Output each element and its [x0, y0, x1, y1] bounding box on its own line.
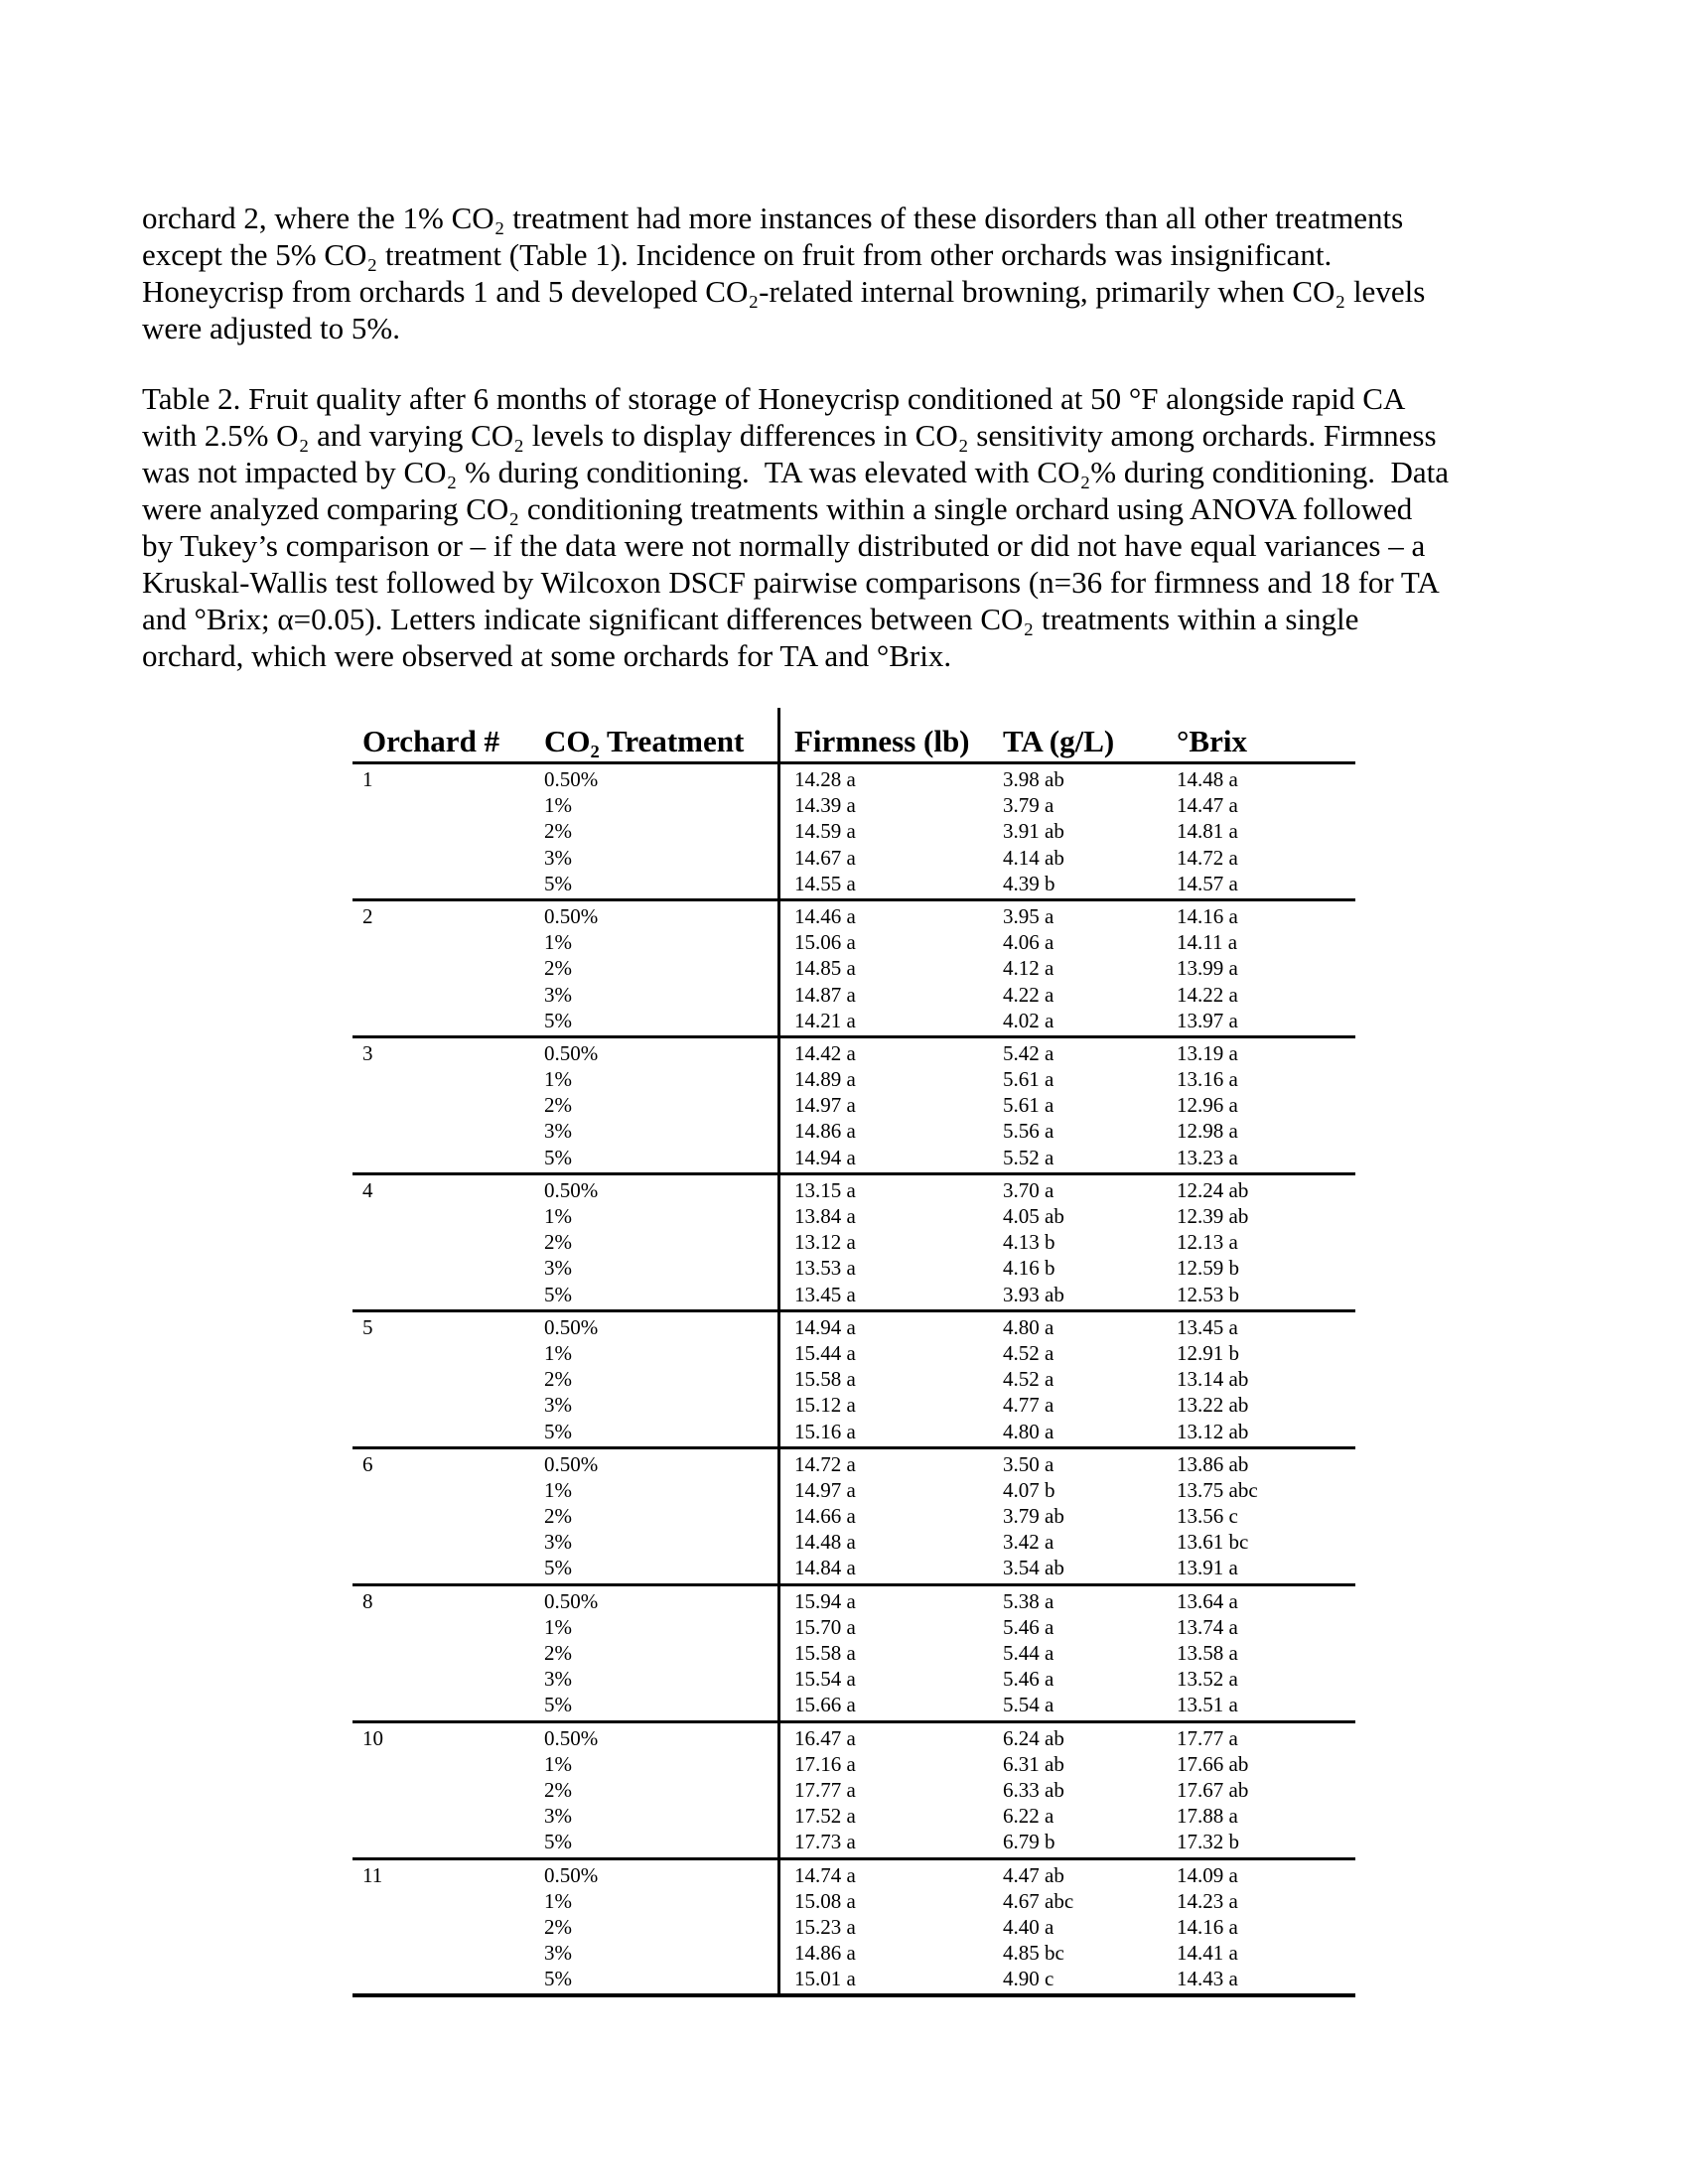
brix-cell: 12.24 ab	[1177, 1177, 1249, 1202]
ta-cell: 5.56 a	[1003, 1119, 1055, 1144]
ta-cell: 3.79 a	[1003, 793, 1055, 818]
firmness-cell: 14.66 a	[794, 1504, 856, 1529]
co2-treatment-cell: 3%	[544, 1393, 572, 1418]
co2-treatment-cell: 0.50%	[544, 767, 599, 791]
co2-treatment-cell: 2%	[544, 956, 572, 981]
ta-cell: 5.44 a	[1003, 1641, 1055, 1665]
table-row	[352, 818, 1355, 844]
firmness-cell: 14.59 a	[794, 819, 856, 844]
co2-treatment-cell: 3%	[544, 1804, 572, 1829]
orchard-number: 8	[362, 1588, 373, 1613]
paragraph-line: Kruskal-Wallis test followed by Wilcoxon DSCF pairwise comparisons (n=36 for firmness and 18 for TA	[142, 565, 1440, 600]
firmness-cell: 14.55 a	[794, 871, 856, 895]
intro-paragraph	[142, 200, 1569, 346]
co2-treatment-cell: 1%	[544, 1340, 572, 1365]
table-body	[352, 764, 1355, 1997]
table-row	[352, 1751, 1355, 1777]
brix-cell: 14.41 a	[1177, 1941, 1238, 1966]
co2-treatment-cell: 5%	[544, 1556, 572, 1580]
brix-cell: 14.23 a	[1177, 1888, 1238, 1913]
ta-cell: 4.22 a	[1003, 982, 1055, 1007]
co2-treatment-cell: 5%	[544, 1008, 572, 1032]
co2-treatment-cell: 5%	[544, 871, 572, 895]
co2-treatment-cell: 5%	[544, 1419, 572, 1443]
orchard-group	[352, 1038, 1355, 1175]
table-row	[352, 1725, 1355, 1751]
co2-treatment-cell: 5%	[544, 1830, 572, 1854]
paragraph-line: by Tukey’s comparison or – if the data were not normally distributed or did not have equal variances – a	[142, 528, 1426, 563]
table-row	[352, 1614, 1355, 1640]
table-row	[352, 1640, 1355, 1666]
brix-cell: 17.32 b	[1177, 1830, 1239, 1854]
co2-treatment-cell: 2%	[544, 1914, 572, 1939]
ta-cell: 4.47 ab	[1003, 1862, 1064, 1887]
ta-cell: 4.40 a	[1003, 1914, 1055, 1939]
orchard-group	[352, 1175, 1355, 1312]
co2-treatment-cell: 3%	[544, 1941, 572, 1966]
brix-cell: 14.09 a	[1177, 1862, 1238, 1887]
brix-cell: 13.58 a	[1177, 1641, 1238, 1665]
brix-cell: 13.51 a	[1177, 1693, 1238, 1717]
ta-cell: 6.22 a	[1003, 1804, 1055, 1829]
table-row	[352, 1118, 1355, 1144]
co2-treatment-cell: 3%	[544, 845, 572, 870]
ta-cell: 6.33 ab	[1003, 1777, 1064, 1802]
firmness-cell: 14.89 a	[794, 1067, 856, 1092]
brix-cell: 17.67 ab	[1177, 1777, 1249, 1802]
table-row	[352, 1666, 1355, 1692]
table-row	[352, 1588, 1355, 1614]
ta-cell: 4.14 ab	[1003, 845, 1064, 870]
brix-cell: 14.43 a	[1177, 1967, 1238, 1991]
co2-treatment-cell: 2%	[544, 1777, 572, 1802]
co2-treatment-cell: 1%	[544, 1204, 572, 1228]
orchard-number: 5	[362, 1314, 373, 1339]
brix-cell: 12.13 a	[1177, 1230, 1238, 1255]
ta-cell: 5.38 a	[1003, 1588, 1055, 1613]
firmness-cell: 15.08 a	[794, 1888, 856, 1913]
ta-cell: 4.90 c	[1003, 1967, 1055, 1991]
firmness-cell: 15.54 a	[794, 1667, 856, 1692]
firmness-cell: 13.15 a	[794, 1177, 856, 1202]
co2-treatment-cell: 3%	[544, 1119, 572, 1144]
ta-cell: 3.70 a	[1003, 1177, 1055, 1202]
brix-cell: 13.16 a	[1177, 1067, 1238, 1092]
table-row	[352, 1066, 1355, 1092]
brix-cell: 13.74 a	[1177, 1614, 1238, 1639]
table-row	[352, 792, 1355, 818]
firmness-cell: 14.72 a	[794, 1451, 856, 1476]
table-row	[352, 871, 1355, 896]
orchard-number: 1	[362, 767, 373, 791]
co2-treatment-cell: 1%	[544, 1751, 572, 1776]
firmness-cell: 13.45 a	[794, 1282, 856, 1306]
ta-cell: 3.91 ab	[1003, 819, 1064, 844]
co2-treatment-cell: 5%	[544, 1282, 572, 1306]
brix-cell: 14.48 a	[1177, 767, 1238, 791]
table-row	[352, 1914, 1355, 1940]
ta-cell: 6.79 b	[1003, 1830, 1055, 1854]
ta-cell: 6.31 ab	[1003, 1751, 1064, 1776]
ta-cell: 4.07 b	[1003, 1477, 1055, 1502]
co2-treatment-cell: 3%	[544, 1256, 572, 1281]
firmness-cell: 14.46 a	[794, 903, 856, 928]
table-row	[352, 1229, 1355, 1255]
ta-cell: 3.50 a	[1003, 1451, 1055, 1476]
firmness-cell: 15.44 a	[794, 1340, 856, 1365]
table-row	[352, 1177, 1355, 1203]
header-firmness: Firmness (lb)	[794, 724, 970, 758]
orchard-number: 2	[362, 903, 373, 928]
ta-cell: 4.02 a	[1003, 1008, 1055, 1032]
ta-cell: 4.52 a	[1003, 1340, 1055, 1365]
brix-cell: 13.45 a	[1177, 1314, 1238, 1339]
paragraph-line: were adjusted to 5%.	[142, 311, 400, 345]
table-row	[352, 1803, 1355, 1829]
co2-treatment-cell: 1%	[544, 1067, 572, 1092]
table-row	[352, 903, 1355, 929]
ta-cell: 4.52 a	[1003, 1367, 1055, 1392]
brix-cell: 13.86 ab	[1177, 1451, 1249, 1476]
orchard-group	[352, 1860, 1355, 1998]
firmness-cell: 14.85 a	[794, 956, 856, 981]
co2-treatment-cell: 0.50%	[544, 1588, 599, 1613]
firmness-cell: 14.86 a	[794, 1119, 856, 1144]
table-row	[352, 1888, 1355, 1914]
table-row	[352, 1040, 1355, 1066]
firmness-cell: 14.28 a	[794, 767, 856, 791]
firmness-cell: 15.16 a	[794, 1419, 856, 1443]
table-2-caption	[142, 380, 1569, 674]
brix-cell: 17.88 a	[1177, 1804, 1238, 1829]
brix-cell: 17.77 a	[1177, 1725, 1238, 1750]
table-row	[352, 845, 1355, 871]
brix-cell: 13.97 a	[1177, 1008, 1238, 1032]
ta-cell: 3.98 ab	[1003, 767, 1064, 791]
co2-treatment-cell: 1%	[544, 1614, 572, 1639]
firmness-cell: 14.86 a	[794, 1941, 856, 1966]
co2-treatment-cell: 0.50%	[544, 1177, 599, 1202]
co2-treatment-cell: 0.50%	[544, 1451, 599, 1476]
ta-cell: 5.46 a	[1003, 1614, 1055, 1639]
table-row	[352, 1282, 1355, 1307]
co2-treatment-cell: 2%	[544, 1093, 572, 1118]
brix-cell: 13.99 a	[1177, 956, 1238, 981]
ta-cell: 4.05 ab	[1003, 1204, 1064, 1228]
firmness-cell: 15.58 a	[794, 1641, 856, 1665]
table-row	[352, 982, 1355, 1008]
ta-cell: 4.67 abc	[1003, 1888, 1074, 1913]
brix-cell: 13.14 ab	[1177, 1367, 1249, 1392]
brix-cell: 12.53 b	[1177, 1282, 1239, 1306]
firmness-cell: 17.16 a	[794, 1751, 856, 1776]
firmness-cell: 15.70 a	[794, 1614, 856, 1639]
table-row	[352, 1314, 1355, 1340]
co2-treatment-cell: 5%	[544, 1967, 572, 1991]
paragraph-line: Honeycrisp from orchards 1 and 5 developed CO₂-related internal browning, primarily when CO₂ levels	[142, 274, 1426, 309]
table-row	[352, 1862, 1355, 1888]
table-header-row	[352, 708, 1355, 764]
firmness-cell: 14.48 a	[794, 1530, 856, 1555]
co2-treatment-cell: 1%	[544, 930, 572, 955]
table-row	[352, 1366, 1355, 1392]
brix-cell: 14.57 a	[1177, 871, 1238, 895]
firmness-cell: 15.06 a	[794, 930, 856, 955]
firmness-cell: 14.97 a	[794, 1093, 856, 1118]
brix-cell: 12.96 a	[1177, 1093, 1238, 1118]
table-row	[352, 1555, 1355, 1580]
table-row	[352, 1419, 1355, 1444]
firmness-cell: 15.23 a	[794, 1914, 856, 1939]
brix-cell: 14.72 a	[1177, 845, 1238, 870]
co2-treatment-cell: 2%	[544, 819, 572, 844]
co2-treatment-cell: 3%	[544, 982, 572, 1007]
orchard-group	[352, 1723, 1355, 1860]
orchard-number: 10	[362, 1725, 383, 1750]
table-row	[352, 1940, 1355, 1966]
orchard-group	[352, 1449, 1355, 1586]
ta-cell: 3.79 ab	[1003, 1504, 1064, 1529]
co2-treatment-cell: 2%	[544, 1230, 572, 1255]
ta-cell: 6.24 ab	[1003, 1725, 1064, 1750]
ta-cell: 4.80 a	[1003, 1419, 1055, 1443]
ta-cell: 4.77 a	[1003, 1393, 1055, 1418]
co2-treatment-cell: 1%	[544, 793, 572, 818]
brix-cell: 13.52 a	[1177, 1667, 1238, 1692]
brix-cell: 12.91 b	[1177, 1340, 1239, 1365]
ta-cell: 3.95 a	[1003, 903, 1055, 928]
ta-cell: 4.06 a	[1003, 930, 1055, 955]
header-ta: TA (g/L)	[1003, 724, 1115, 758]
table-row	[352, 1529, 1355, 1555]
co2-treatment-cell: 3%	[544, 1667, 572, 1692]
ta-cell: 5.61 a	[1003, 1093, 1055, 1118]
paragraph-line: were analyzed comparing CO₂ conditioning treatments within a single orchard using ANOVA followed	[142, 491, 1413, 526]
brix-cell: 14.47 a	[1177, 793, 1238, 818]
brix-cell: 14.22 a	[1177, 982, 1238, 1007]
table-row	[352, 1092, 1355, 1118]
co2-treatment-cell: 2%	[544, 1504, 572, 1529]
paragraph-line: orchard, which were observed at some orchards for TA and °Brix.	[142, 638, 952, 673]
ta-cell: 5.42 a	[1003, 1040, 1055, 1065]
ta-cell: 4.16 b	[1003, 1256, 1055, 1281]
brix-cell: 12.39 ab	[1177, 1204, 1249, 1228]
column-divider-line	[777, 708, 780, 1997]
paragraph-line: with 2.5% O₂ and varying CO₂ levels to display differences in CO₂ sensitivity among orchards. Firmness	[142, 418, 1437, 453]
brix-cell: 12.59 b	[1177, 1256, 1239, 1281]
ta-cell: 4.12 a	[1003, 956, 1055, 981]
firmness-cell: 14.94 a	[794, 1314, 856, 1339]
firmness-cell: 15.12 a	[794, 1393, 856, 1418]
firmness-cell: 13.53 a	[794, 1256, 856, 1281]
orchard-group	[352, 1586, 1355, 1723]
orchard-number: 6	[362, 1451, 373, 1476]
firmness-cell: 14.84 a	[794, 1556, 856, 1580]
firmness-cell: 14.67 a	[794, 845, 856, 870]
table-row	[352, 1145, 1355, 1170]
co2-treatment-cell: 1%	[544, 1888, 572, 1913]
ta-cell: 5.46 a	[1003, 1667, 1055, 1692]
co2-treatment-cell: 2%	[544, 1641, 572, 1665]
table-row	[352, 1829, 1355, 1854]
brix-cell: 14.81 a	[1177, 819, 1238, 844]
brix-cell: 14.16 a	[1177, 903, 1238, 928]
table-row	[352, 955, 1355, 981]
co2-treatment-cell: 0.50%	[544, 903, 599, 928]
firmness-cell: 14.94 a	[794, 1145, 856, 1169]
firmness-cell: 17.77 a	[794, 1777, 856, 1802]
firmness-cell: 13.12 a	[794, 1230, 856, 1255]
firmness-cell: 13.84 a	[794, 1204, 856, 1228]
ta-cell: 4.80 a	[1003, 1314, 1055, 1339]
brix-cell: 13.19 a	[1177, 1040, 1238, 1065]
ta-cell: 3.54 ab	[1003, 1556, 1064, 1580]
table-row	[352, 1340, 1355, 1366]
firmness-cell: 14.87 a	[794, 982, 856, 1007]
firmness-cell: 14.97 a	[794, 1477, 856, 1502]
firmness-cell: 14.74 a	[794, 1862, 856, 1887]
orchard-group	[352, 764, 1355, 901]
co2-treatment-cell: 0.50%	[544, 1725, 599, 1750]
table-2	[352, 708, 1355, 1997]
firmness-cell: 15.66 a	[794, 1693, 856, 1717]
firmness-cell: 15.94 a	[794, 1588, 856, 1613]
brix-cell: 13.91 a	[1177, 1556, 1238, 1580]
firmness-cell: 17.52 a	[794, 1804, 856, 1829]
ta-cell: 4.13 b	[1003, 1230, 1055, 1255]
co2-treatment-cell: 2%	[544, 1367, 572, 1392]
table-row	[352, 1966, 1355, 1991]
firmness-cell: 14.39 a	[794, 793, 856, 818]
orchard-number: 3	[362, 1040, 373, 1065]
brix-cell: 13.61 bc	[1177, 1530, 1249, 1555]
brix-cell: 14.11 a	[1177, 930, 1238, 955]
co2-treatment-cell: 0.50%	[544, 1040, 599, 1065]
co2-treatment-cell: 5%	[544, 1693, 572, 1717]
paragraph-line: was not impacted by CO₂ % during conditioning. TA was elevated with CO₂% during conditioning. Data	[142, 455, 1450, 489]
brix-cell: 13.23 a	[1177, 1145, 1238, 1169]
orchard-group	[352, 1312, 1355, 1449]
firmness-cell: 14.42 a	[794, 1040, 856, 1065]
firmness-cell: 15.58 a	[794, 1367, 856, 1392]
paragraph-line: Table 2. Fruit quality after 6 months of storage of Honeycrisp conditioned at 50 °F alongside rapid CA	[142, 381, 1406, 416]
co2-treatment-cell: 0.50%	[544, 1862, 599, 1887]
paragraph-line: orchard 2, where the 1% CO₂ treatment had more instances of these disorders than all other treatments	[142, 201, 1404, 235]
ta-cell: 5.61 a	[1003, 1067, 1055, 1092]
paragraph-line: and °Brix; α=0.05). Letters indicate significant differences between CO₂ treatments within a single	[142, 602, 1359, 636]
firmness-cell: 16.47 a	[794, 1725, 856, 1750]
table-row	[352, 1203, 1355, 1229]
co2-treatment-cell: 3%	[544, 1530, 572, 1555]
table-row	[352, 1255, 1355, 1281]
brix-cell: 13.12 ab	[1177, 1419, 1249, 1443]
table-row	[352, 1777, 1355, 1803]
table-row	[352, 766, 1355, 792]
co2-treatment-cell: 1%	[544, 1477, 572, 1502]
brix-cell: 14.16 a	[1177, 1914, 1238, 1939]
firmness-cell: 14.21 a	[794, 1008, 856, 1032]
header-orchard: Orchard #	[362, 724, 500, 758]
orchard-number: 11	[362, 1862, 383, 1887]
header-brix: °Brix	[1177, 724, 1247, 758]
table-row	[352, 1503, 1355, 1529]
ta-cell: 3.93 ab	[1003, 1282, 1064, 1306]
ta-cell: 5.52 a	[1003, 1145, 1055, 1169]
brix-cell: 17.66 ab	[1177, 1751, 1249, 1776]
brix-cell: 13.64 a	[1177, 1588, 1238, 1613]
co2-treatment-cell: 0.50%	[544, 1314, 599, 1339]
paragraph-line: except the 5% CO₂ treatment (Table 1). Incidence on fruit from other orchards was insignificant.	[142, 237, 1333, 272]
ta-cell: 4.85 bc	[1003, 1941, 1064, 1966]
ta-cell: 5.54 a	[1003, 1693, 1055, 1717]
firmness-cell: 17.73 a	[794, 1830, 856, 1854]
table-row	[352, 1692, 1355, 1717]
brix-cell: 13.22 ab	[1177, 1393, 1249, 1418]
ta-cell: 3.42 a	[1003, 1530, 1055, 1555]
co2-treatment-cell: 5%	[544, 1145, 572, 1169]
firmness-cell: 15.01 a	[794, 1967, 856, 1991]
table-row	[352, 1008, 1355, 1033]
orchard-group	[352, 901, 1355, 1038]
orchard-number: 4	[362, 1177, 373, 1202]
table-row	[352, 1392, 1355, 1418]
ta-cell: 4.39 b	[1003, 871, 1055, 895]
table-row	[352, 929, 1355, 955]
brix-cell: 13.56 c	[1177, 1504, 1238, 1529]
table-row	[352, 1477, 1355, 1503]
brix-cell: 13.75 abc	[1177, 1477, 1258, 1502]
header-co2-treatment: CO₂ Treatment	[544, 724, 745, 758]
table-row	[352, 1451, 1355, 1477]
brix-cell: 12.98 a	[1177, 1119, 1238, 1144]
